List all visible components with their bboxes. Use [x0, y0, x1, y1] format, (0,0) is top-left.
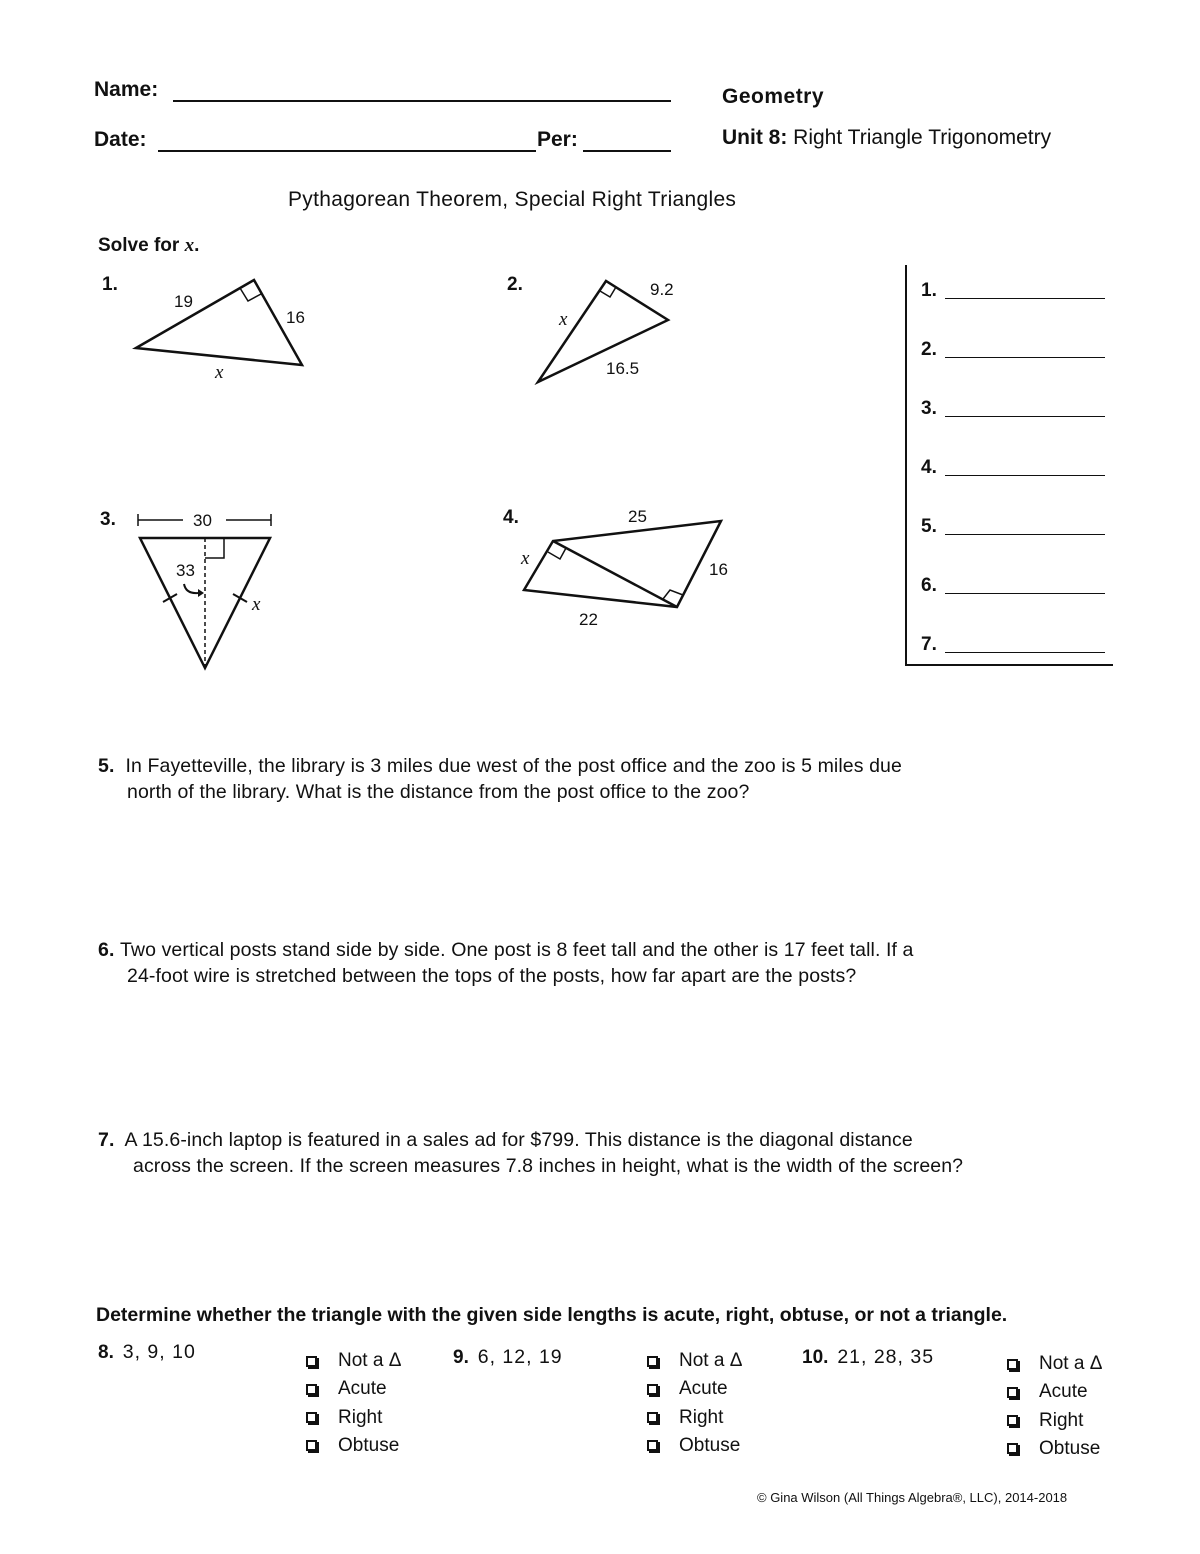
word-problem-6: 6. Two vertical posts stand side by side. One post is 8 feet tall and the other is 17 feet tall. If a 24-foot wire is stretched between the tops of the posts, how far apart are the posts?: [98, 939, 914, 987]
answer-box-left-border: [905, 265, 907, 665]
word-problem-5: 5. In Fayetteville, the library is 3 miles due west of the post office and the zoo is 5 miles due north of the library. What is the distance from the post office to the zoo?: [98, 755, 902, 803]
option-label: Right: [1039, 1409, 1084, 1431]
option-label: Acute: [1039, 1381, 1088, 1403]
checkbox-icon[interactable]: [647, 1384, 658, 1395]
tri2-side-x: x: [559, 309, 568, 330]
option-8-3[interactable]: [306, 1435, 399, 1457]
quad4-side-x: x: [521, 548, 530, 569]
unit-label: Unit 8:: [722, 126, 788, 149]
option-8-0[interactable]: [306, 1350, 401, 1372]
diagonal: [553, 541, 677, 607]
option-label: Obtuse: [1039, 1437, 1101, 1459]
option-label: Acute: [679, 1378, 728, 1400]
problem-3-number: 3.: [100, 509, 116, 530]
tri2-side-16.5: 16.5: [606, 359, 640, 378]
problem-4-number: 4.: [503, 507, 519, 528]
option-label: Not a Δ: [338, 1350, 402, 1371]
course-title: Geometry: [722, 85, 825, 108]
option-label: Acute: [338, 1378, 387, 1400]
tri3-altitude-33: 33: [176, 561, 195, 580]
problem-1-number: 1.: [102, 274, 118, 295]
problem-8: 8. 3, 9, 10: [98, 1341, 196, 1363]
right-angle-mark-bottom: [663, 590, 683, 599]
option-10-0[interactable]: [1007, 1353, 1102, 1375]
option-label: Not a Δ: [1039, 1353, 1103, 1374]
option-label: Obtuse: [679, 1434, 741, 1456]
solve-instruction: Solve for x.: [98, 235, 200, 256]
tri1-side-19: 19: [174, 292, 193, 311]
checkbox-icon[interactable]: [1007, 1443, 1018, 1454]
option-10-1[interactable]: [1007, 1381, 1088, 1403]
answer-label-5: 5.: [921, 516, 937, 537]
quad4-side-22: 22: [579, 610, 598, 629]
answer-label-6: 6.: [921, 575, 937, 596]
checkbox-icon[interactable]: [1007, 1387, 1018, 1398]
problem-2-number: 2.: [507, 274, 523, 295]
per-label: Per:: [537, 128, 578, 151]
word-problem-7: 7. A 15.6-inch laptop is featured in a sales ad for $799. This distance is the diagonal distance across the screen. If the screen measures 7.8 inches in height, what is the width of the screen?: [98, 1129, 964, 1177]
triangle-1: [136, 280, 302, 365]
right-angle-mark: [240, 288, 261, 301]
problem-10: 10. 21, 28, 35: [802, 1346, 935, 1368]
answer-blank-3[interactable]: [945, 416, 1105, 417]
quad4-side-25: 25: [628, 507, 647, 526]
option-8-2[interactable]: [306, 1407, 382, 1429]
checkbox-icon[interactable]: [306, 1412, 317, 1423]
option-10-2[interactable]: [1007, 1410, 1083, 1432]
problem-9: 9. 6, 12, 19: [453, 1346, 563, 1368]
tri3-top-30: 30: [193, 511, 212, 530]
option-9-2[interactable]: [647, 1407, 723, 1429]
checkbox-icon[interactable]: [647, 1356, 658, 1367]
tri1-side-x: x: [215, 362, 224, 383]
option-9-1[interactable]: [647, 1378, 728, 1400]
answer-label-7: 7.: [921, 634, 937, 655]
option-label: Obtuse: [338, 1434, 400, 1456]
answer-blank-1[interactable]: [945, 298, 1105, 299]
answer-label-3: 3.: [921, 398, 937, 419]
tri1-side-16: 16: [286, 308, 305, 327]
checkbox-icon[interactable]: [647, 1440, 658, 1451]
classify-instruction: Determine whether the triangle with the given side lengths is acute, right, obtuse, or not a triangle.: [96, 1304, 1008, 1326]
arrow-pointer: [184, 584, 198, 593]
answer-box-bottom-border: [905, 664, 1113, 666]
answer-label-2: 2.: [921, 339, 937, 360]
checkbox-icon[interactable]: [306, 1384, 317, 1395]
quadrilateral-4: [524, 521, 721, 607]
option-label: Not a Δ: [679, 1350, 743, 1371]
option-label: Right: [338, 1406, 383, 1428]
option-10-3[interactable]: [1007, 1438, 1100, 1460]
tri2-side-9.2: 9.2: [650, 280, 674, 299]
name-label: Name:: [94, 78, 159, 101]
worksheet-subtitle: Pythagorean Theorem, Special Right Triangles: [288, 188, 737, 211]
answer-blank-6[interactable]: [945, 593, 1105, 594]
figures-svg: [0, 0, 900, 700]
checkbox-icon[interactable]: [306, 1440, 317, 1451]
quad4-side-16: 16: [709, 560, 728, 579]
date-label: Date:: [94, 128, 147, 151]
answer-label-1: 1.: [921, 280, 937, 301]
checkbox-icon[interactable]: [1007, 1415, 1018, 1426]
answer-label-4: 4.: [921, 457, 937, 478]
unit-title: Right Triangle Trigonometry: [793, 126, 1052, 149]
right-angle-mark: [205, 538, 224, 558]
option-8-1[interactable]: [306, 1378, 387, 1400]
copyright-footer: © Gina Wilson (All Things Algebra®, LLC), 2014-2018: [757, 1490, 1068, 1505]
option-label: Right: [679, 1406, 724, 1428]
right-angle-mark-top: [548, 548, 566, 559]
checkbox-icon[interactable]: [647, 1412, 658, 1423]
tick-mark-left: [163, 594, 177, 602]
answer-blank-5[interactable]: [945, 534, 1105, 535]
option-9-0[interactable]: [647, 1350, 742, 1372]
answer-blank-2[interactable]: [945, 357, 1105, 358]
checkbox-icon[interactable]: [1007, 1359, 1018, 1370]
tri3-side-x: x: [252, 594, 261, 615]
option-9-3[interactable]: [647, 1435, 740, 1457]
answer-blank-7[interactable]: [945, 652, 1105, 653]
tick-mark-right: [233, 594, 247, 602]
checkbox-icon[interactable]: [306, 1356, 317, 1367]
triangle-2: [538, 281, 668, 382]
answer-blank-4[interactable]: [945, 475, 1105, 476]
triangle-3: [140, 538, 270, 668]
